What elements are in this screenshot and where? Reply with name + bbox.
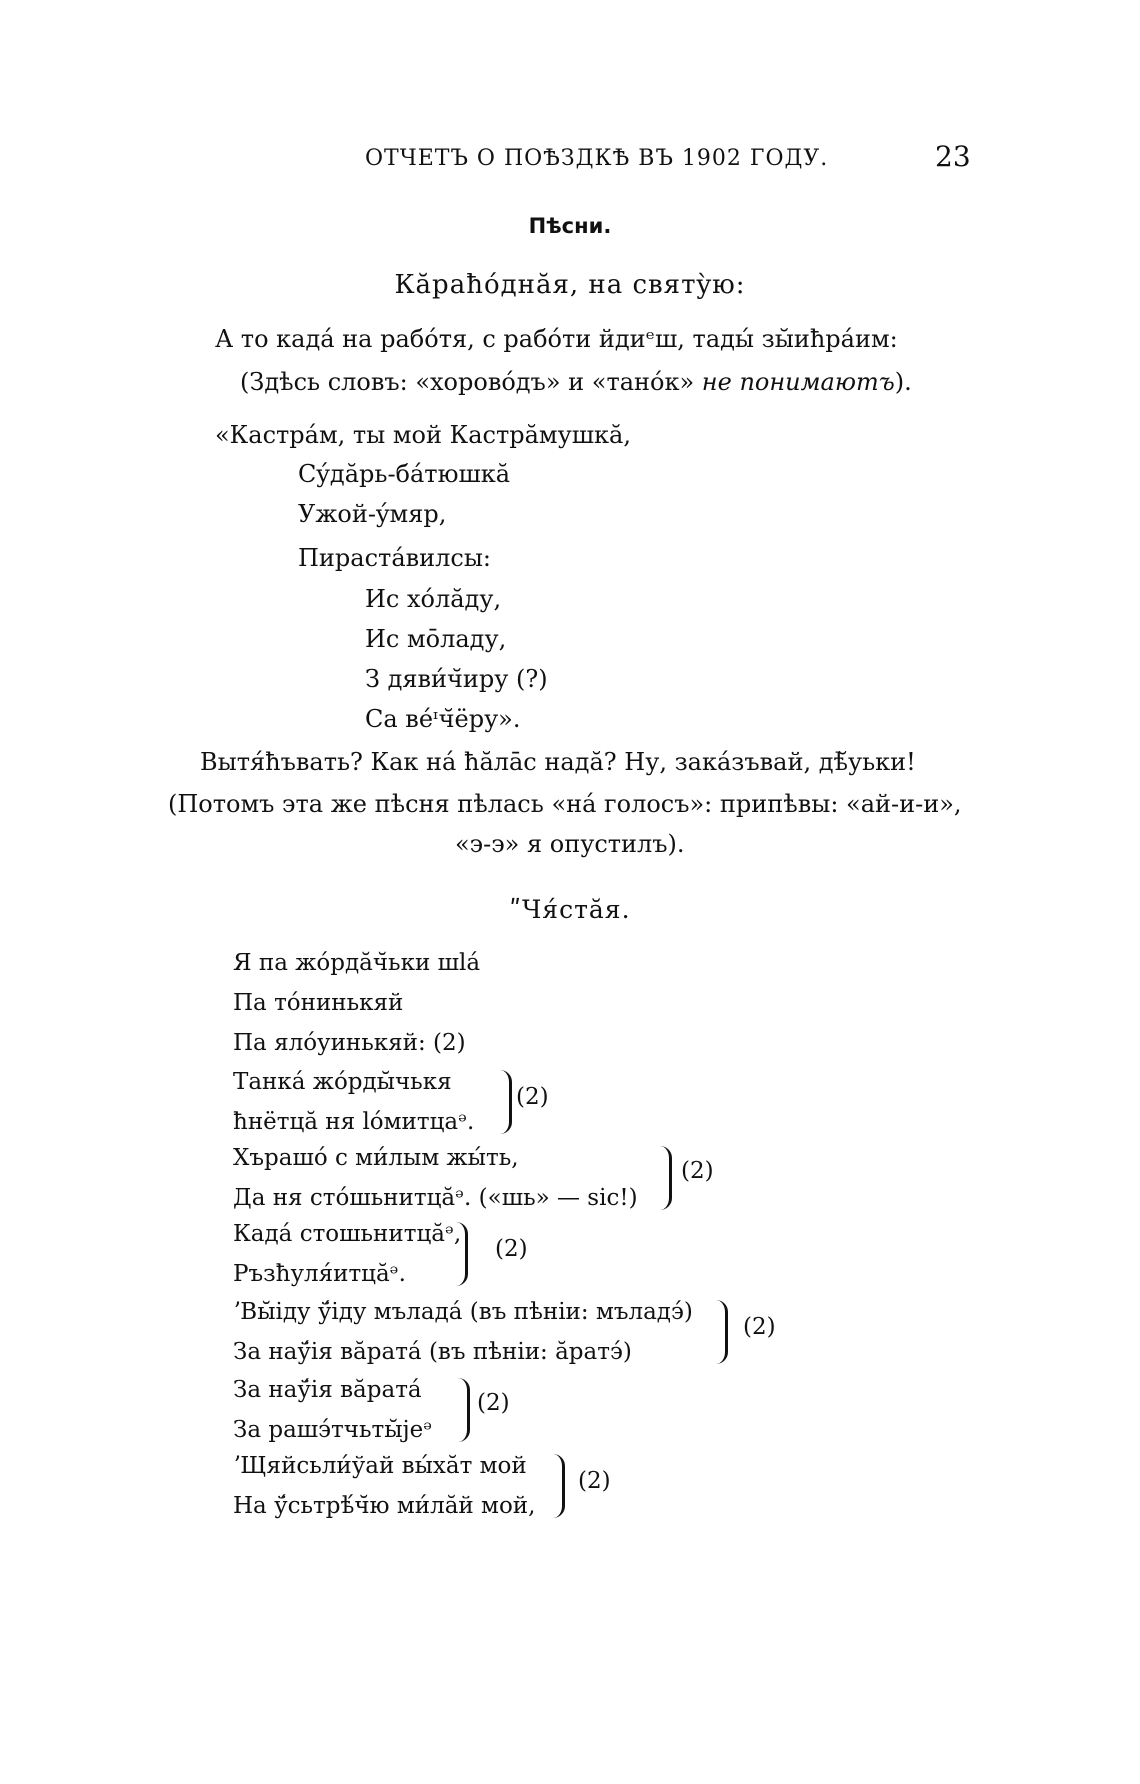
- verse-line: Ис хóлăду,: [365, 585, 502, 613]
- repeat-marker: (2): [578, 1468, 611, 1494]
- brace-group: [233, 1062, 549, 1142]
- brace-group: [233, 1292, 793, 1372]
- repeat-marker: (2): [477, 1390, 510, 1416]
- note-italic: не понимаютъ: [701, 368, 895, 396]
- verse-line: За наў́ія вăратá (въ пѣніи: ăратэ́): [233, 1339, 632, 1365]
- verse-line: Ужой-ýмяр,: [298, 500, 447, 528]
- verse-line: Сýдăрь-бáтюшкă: [298, 460, 511, 488]
- note-suffix: ).: [894, 368, 912, 396]
- brace-mark: [655, 1146, 672, 1210]
- repeat-marker: (2): [516, 1084, 549, 1110]
- song-after-line: Вытя́ħъвать? Как нá ħăла̄с надă? Ну, закáзъвай, дѣ̆уьки!: [200, 748, 916, 776]
- verse-line: ħнётцă ня lóмитцаᵊ.: [233, 1109, 475, 1135]
- song-title: ʺЧя́стăя.: [509, 895, 631, 924]
- verse-line: ʼЩяйсьли́ўай вы́хăт мой: [233, 1453, 527, 1479]
- verse-line: Кадá стошьнитцăᵊ,: [233, 1221, 462, 1247]
- brace-mark: [495, 1070, 512, 1134]
- brace-group: [233, 1214, 533, 1294]
- brace-group: [233, 1446, 633, 1526]
- repeat-marker: (2): [681, 1158, 714, 1184]
- verse-line: На ў́сьтрѣ́ч̆ю ми́лăй мой,: [233, 1493, 536, 1519]
- verse-line: Танкá жóрды̆чьк​я: [233, 1069, 452, 1095]
- running-head: ОТЧЕТЪ О ПОѢЗДКѢ ВЪ 1902 ГОДУ.: [365, 146, 829, 171]
- verse-line: «Кастрáм, ты мой Кастрăмушкă,: [215, 421, 631, 449]
- page-number: 23: [935, 140, 971, 173]
- verse-line: Па ялóуиньк​яй: (2): [233, 1030, 466, 1056]
- brace-mark: [711, 1300, 728, 1364]
- verse-line: За наў́ія вăратá: [233, 1377, 422, 1403]
- verse-line: Ис мо̄ладу,: [365, 625, 507, 653]
- verse-line: Ръзħуля́итцăᵊ.: [233, 1261, 406, 1287]
- verse-line: Хърашó с ми́лым жы́ть,: [233, 1145, 519, 1171]
- verse-line: Я па жóрдăч̆ьки шlá: [233, 950, 481, 976]
- brace-mark: [451, 1222, 468, 1286]
- brace-group: [233, 1138, 733, 1218]
- brace-mark: [453, 1378, 470, 1442]
- verse-line: Да ня стóшьнитцăᵊ. («шь» — sic!): [233, 1185, 638, 1211]
- verse-line: Пирастáвилсы:: [298, 544, 492, 572]
- closing-note: (Потомъ эта же пѣсня пѣлась «нá голосъ»: припѣвы: «ай-и-и»,: [168, 790, 962, 818]
- verse-line: За рашэ́тчьты̆jeᵊ: [233, 1417, 433, 1443]
- closing-note: «э-э» я опустилъ).: [455, 830, 685, 858]
- verse-line: ʼВы̆іду ў́іду мъладá (въ пѣніи: мъладэ́): [233, 1299, 693, 1325]
- editor-note: [240, 368, 912, 396]
- verse-line: З дяви́ч̆иру (?): [365, 665, 548, 693]
- verse-line: Па тóниньк​яй: [233, 990, 404, 1016]
- brace-group: [233, 1370, 533, 1450]
- song-title: Кăраħóднăя, на святỳю:: [394, 270, 746, 300]
- repeat-marker: (2): [495, 1236, 528, 1262]
- note-prefix: (Здѣсь словъ: «хоровóдъ» и «танóк»: [240, 368, 702, 396]
- repeat-marker: (2): [743, 1314, 776, 1340]
- brace-mark: [548, 1454, 565, 1518]
- verse-line: Са вéᶦч̆ёру».: [365, 705, 521, 733]
- section-title: Пѣсни.: [528, 214, 612, 238]
- song-intro: А то кадá на рабóтя, с рабóти йдиᵉш, тады́ зы̆иħрáим:: [215, 325, 898, 353]
